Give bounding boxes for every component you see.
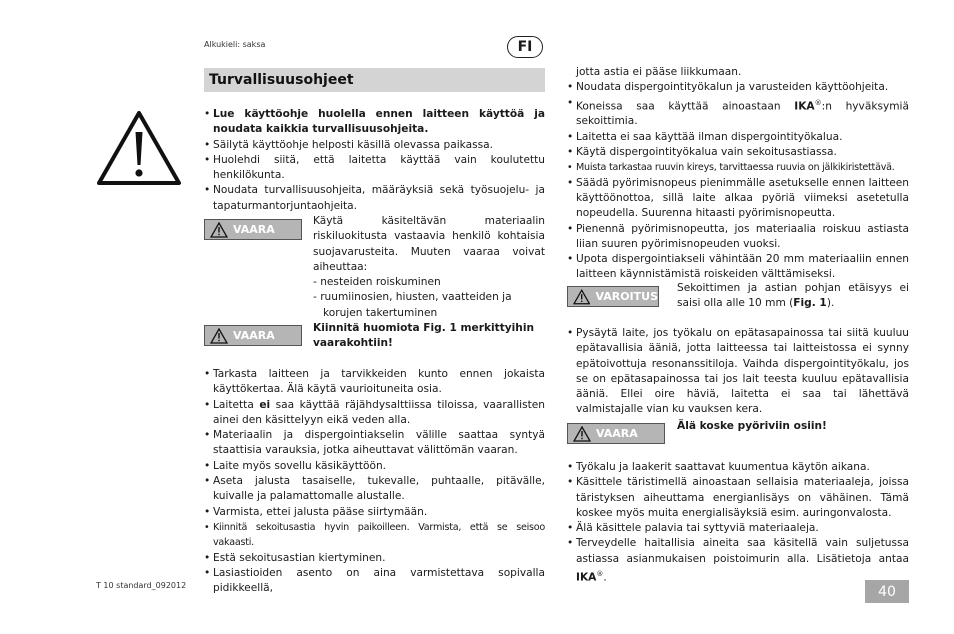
list-item: • Käsittele täristimellä ainoastaan sellaisia materiaaleja, joissa täristyksen aiheuttama energianlisäys on vähäinen. Tämä koskee myös muita energialisäyksiä esim. auringonvalosta.: [567, 476, 909, 519]
safety-bullets-intro: [204, 107, 545, 214]
warning-icon: [210, 222, 228, 238]
list-item: • Säädä pyörimisnopeus pienimmälle asetukselle ennen laitteen käyttöönottoa, sillä laite alkaa pyöriä viimeksi asetetulla nopeudella. Suurenna hitaasti pyörimisnopeutta.: [567, 176, 909, 220]
list-item: • Upota dispergointiakseli vähintään 20 mm materiaaliin ennen laitteen käynnistämistä roiskeiden välttämiseksi.: [567, 253, 909, 281]
list-item: • Materiaalin ja dispergointiakselin välille saattaa syntyä staattisia varauksia, jotka aiheuttavat välittömän vaaran.: [204, 429, 545, 457]
list-item: • Aseta jalusta tasaiselle, tukevalle, puhtaalle, pitävälle, kuivalle ja palamattomalle alustalle.: [204, 475, 545, 503]
list-item: • Laitetta ei saa käyttää ilman dispergointityökalua.: [567, 130, 843, 143]
language-badge: FI: [507, 36, 543, 58]
right-column-bullets-3: [567, 460, 909, 586]
list-item: • Estä sekoitusastian kiertyminen.: [204, 551, 386, 564]
danger-badge: [204, 325, 302, 346]
caution-label: VAROITUS: [595, 290, 658, 303]
list-item: • Varmista, ettei jalusta pääse siirtymään.: [204, 505, 428, 518]
list-item: • Terveydelle haitallisia aineita saa käsitellä vain suljetussa astiassa asianmukaisen poistoimurin alla. Lisätietoja antaa IKA®.: [567, 537, 909, 584]
list-item: • Noudata dispergointityökalun ja varusteiden käyttöohjeita.: [567, 81, 889, 94]
warning-3-text: Sekoittimen ja astian pohjan etäisyys ei saisi olla alle 10 mm (Fig. 1).: [677, 282, 909, 310]
warning-1-text: [313, 214, 545, 321]
danger-label: VAARA: [596, 427, 638, 440]
warning-4-text: Älä koske pyöriviin osiin!: [677, 420, 827, 432]
warning-icon: [573, 289, 590, 305]
original-language-note: Alkukieli: saksa: [204, 40, 266, 49]
warning-icon: [210, 328, 228, 344]
danger-badge: [204, 219, 302, 240]
continuation-text: jotta astia ei pääse liikkumaan.: [576, 66, 742, 78]
list-item: • Huolehdi siitä, että laitetta käyttää vain koulutettu henkilökunta.: [204, 153, 545, 182]
list-item: • Käytä dispergointityökalua vain sekoitusastiassa.: [567, 146, 837, 159]
list-item: • Säilytä käyttöohje helposti käsillä olevassa paikassa.: [204, 138, 494, 151]
document-id: T 10 standard_092012: [96, 581, 187, 590]
warning-icon: [573, 426, 591, 442]
warning-triangle-icon: [96, 110, 182, 186]
right-column-bullets-2: [567, 326, 909, 418]
list-item: • Tarkasta laitteen ja tarvikkeiden kunto ennen jokaista käyttökertaa. Älä käytä vaurioituneita osia.: [204, 368, 545, 396]
list-item: • Pysäytä laite, jos työkalu on epätasapainossa tai siitä kuuluu epätavallisia ääniä, jotta laitteessa tai laitteistossa ei synny epätoivottuja resonanssitiloja. Vaihda dispergointityökalu, jos se on epätasapainossa tai jos lait teesta kuuluu epätavallisia ääniä. Ellei oire häviä, laitetta ei saa tai lähettävä valmistajalle vian ku vauksen kera.: [567, 327, 909, 416]
list-item: • Työkalu ja laakerit saattavat kuumentua käytön aikana.: [567, 461, 870, 473]
right-column-bullets: [567, 65, 909, 283]
warning-1-dash-item: - ruumiinosien, hiusten, vaatteiden ja korujen takertuminen: [313, 291, 512, 319]
list-item: • Älä käsittele palavia tai syttyviä materiaaleja.: [567, 522, 819, 535]
page-number: 40: [865, 580, 909, 603]
list-item: • Laite myös sovellu käsikäyttöön.: [204, 459, 387, 472]
list-item: • Pienennä pyörimisnopeutta, jos materiaalia roiskuu astiasta liian suuren pyörimisnopeuden vuoksi.: [567, 222, 909, 250]
caution-badge: [567, 286, 659, 307]
list-item: • Lue käyttöohje huolella ennen laitteen käyttöä ja noudata kaikkia turvallisuusohjeita.: [204, 108, 545, 136]
warning-1-dash-item: - nesteiden roiskuminen: [313, 276, 441, 289]
danger-badge: [567, 423, 665, 444]
warning-1-paragraph: Käytä käsiteltävän materiaalin riskiluokitusta vastaavia henkilö kohtaisia suojavarusteita. Muuten vaaraa voivat aiheuttaa:: [313, 215, 545, 273]
safety-bullets-main: [204, 367, 545, 596]
list-item: • Lasiastioiden asento on aina varmistettava sopivalla pidikkeellä,: [204, 566, 545, 595]
list-item: • Kiinnitä sekoitusastia hyvin paikoilleen. Varmista, että se seisoo vakaasti.: [204, 521, 545, 549]
list-item: • Koneissa saa käyttää ainoastaan IKA®:n hyväksymiä sekoittimia.: [567, 96, 909, 128]
section-title: Turvallisuusohjeet: [204, 68, 545, 92]
list-item: • Laitetta ei saa käyttää räjähdysalttiissa tiloissa, vaarallisten ainei den käsittelyyn eikä veden alla.: [204, 398, 545, 426]
danger-label: VAARA: [233, 223, 275, 236]
list-item: • Noudata turvallisuusohjeita, määräyksiä sekä työsuojelu- ja tapaturmantorjuntaohjeita.: [204, 184, 545, 212]
warning-2-text: Kiinnitä huomiota Fig. 1 merkittyihin vaarakohtiin!: [313, 322, 535, 350]
list-item: • Muista tarkastaa ruuvin kireys, tarvittaessa ruuvia on jälkikiristettävä.: [567, 162, 895, 174]
danger-label: VAARA: [233, 329, 275, 342]
